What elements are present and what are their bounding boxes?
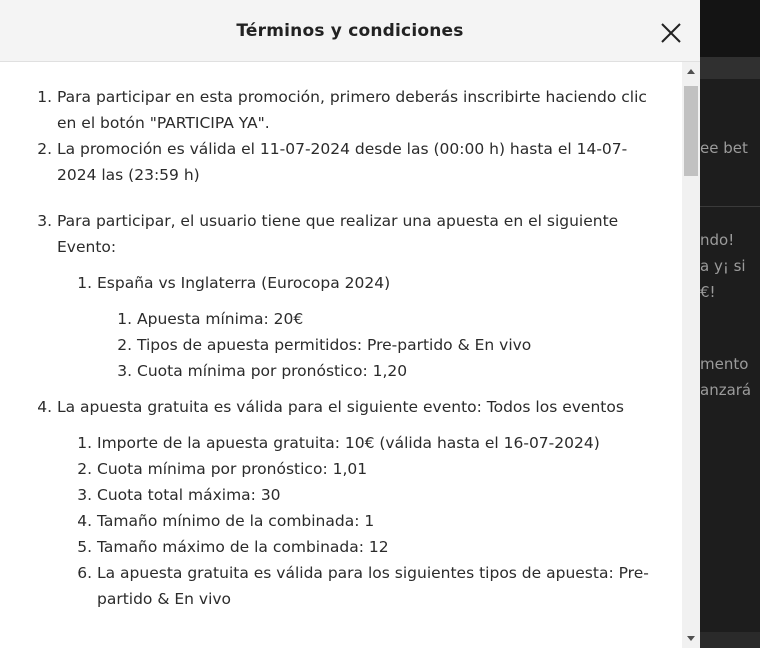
background-text-6: anzará (700, 381, 752, 399)
freebet-condition-item: 3. Cuota total máxima: 30 (97, 482, 662, 508)
freebet-condition-item: 1. Importe de la apuesta gratuita: 10€ (válida hasta el 16-07-2024) (97, 430, 662, 456)
term-item-2: 2. La promoción es válida el 11-07-2024 desde las (00:00 h) hasta el 14-07-2024 las (23:59 h) (57, 136, 662, 188)
event-condition-item: 3. Cuota mínima por pronóstico: 1,20 (137, 358, 662, 384)
terms-content (0, 62, 682, 648)
background-text-1: ee bet (700, 139, 748, 157)
modal-title: Términos y condiciones (236, 21, 464, 41)
background-band (700, 57, 760, 79)
freebet-condition-item: 5. Tamaño máximo de la combinada: 12 (97, 534, 662, 560)
term-item-4-text: La apuesta gratuita es válida para el siguiente evento: Todos los eventos (57, 398, 624, 416)
close-button[interactable] (658, 20, 684, 46)
scroll-down-arrow-icon (682, 628, 700, 648)
scroll-up-button[interactable] (682, 62, 700, 82)
close-icon (658, 20, 684, 46)
modal-header (0, 0, 700, 62)
background-divider (700, 206, 760, 207)
background-text-2: ndo! (700, 231, 735, 249)
freebet-conditions-list (57, 430, 662, 612)
event-condition-item: 1. Apuesta mínima: 20€ (137, 306, 662, 332)
scrollbar-thumb[interactable] (684, 86, 698, 176)
event-item (97, 270, 662, 384)
background-text-3: a y¡ si (700, 257, 746, 275)
freebet-condition-item: 6. La apuesta gratuita es válida para los siguientes tipos de apuesta: Pre-partido & En vivo (97, 560, 662, 612)
scroll-up-arrow-icon (682, 62, 700, 82)
term-item-4 (57, 394, 662, 612)
term-item-1: 1. Para participar en esta promoción, primero deberás inscribirte haciendo clic en el botón "PARTICIPA YA". (57, 84, 662, 136)
background-text-4: €! (700, 283, 716, 301)
term-item-3-text: Para participar, el usuario tiene que realizar una apuesta en el siguiente Evento: (57, 212, 619, 256)
background-text-5: mento (700, 355, 749, 373)
scroll-down-button[interactable] (682, 628, 700, 648)
terms-list (0, 62, 682, 612)
scrollbar[interactable] (682, 62, 700, 648)
term-item-3 (57, 208, 662, 384)
event-item-text: España vs Inglaterra (Eurocopa 2024) (97, 274, 391, 292)
background-bottom-bar (700, 632, 760, 648)
event-list (57, 270, 662, 384)
freebet-condition-item: 2. Cuota mínima por pronóstico: 1,01 (97, 456, 662, 482)
event-conditions-list (97, 306, 662, 384)
freebet-condition-item: 4. Tamaño mínimo de la combinada: 1 (97, 508, 662, 534)
event-condition-item: 2. Tipos de apuesta permitidos: Pre-partido & En vivo (137, 332, 662, 358)
